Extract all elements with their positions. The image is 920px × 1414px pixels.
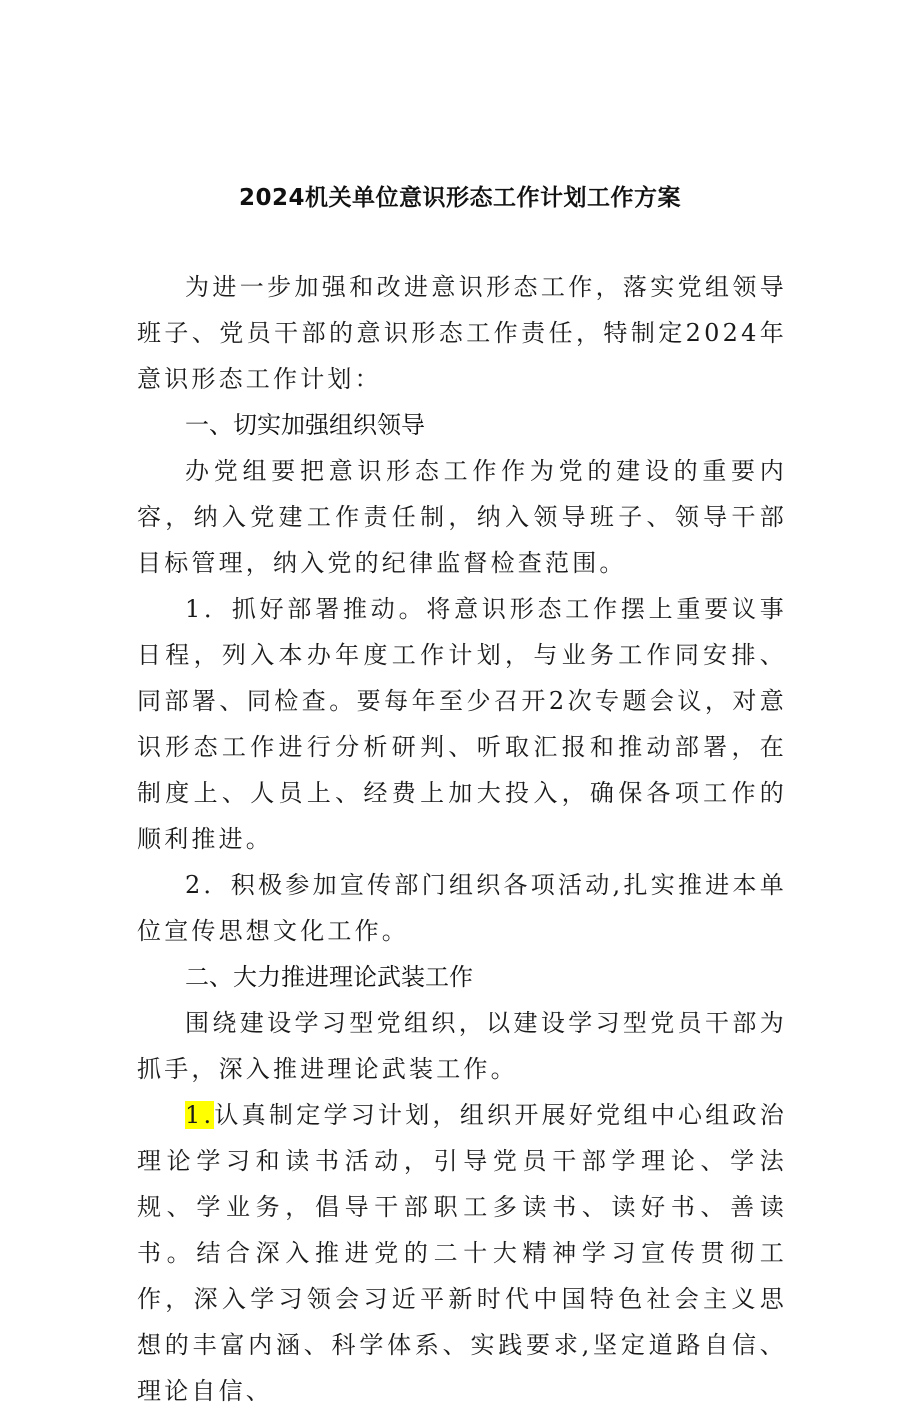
section-1-item-1: 1．抓好部署推动。将意识形态工作摆上重要议事日程，列入本办年度工作计划，与业务工作同安排、同部署、同检查。要每年至少召开2次专题会议，对意识形态工作进行分析研判、听取汇报和推动部署，在制度上、人员上、经费上加大投入，确保各项工作的顺利推进。: [137, 595, 787, 853]
section-2-paragraph: 围绕建设学习型党组织，以建设学习型党员干部为抓手，深入推进理论武装工作。: [137, 1009, 787, 1083]
section-2-heading: 二、大力推进理论武装工作: [185, 963, 473, 991]
intro-paragraph: 为进一步加强和改进意识形态工作，落实党组领导班子、党员干部的意识形态工作责任，特制定2024年意识形态工作计划：: [137, 273, 787, 393]
document-title: 2024机关单位意识形态工作计划工作方案: [238, 185, 681, 211]
section-1-paragraph: 办党组要把意识形态工作作为党的建设的重要内容，纳入党建工作责任制，纳入领导班子、领导干部目标管理，纳入党的纪律监督检查范围。: [137, 457, 787, 577]
section-1-heading: 一、切实加强组织领导: [185, 411, 425, 439]
section-2-item-1-text: 认真制定学习计划，组织开展好党组中心组政治理论学习和读书活动，引导党员干部学理论、学法规、学业务，倡导干部职工多读书、读好书、善读书。结合深入推进党的二十大精神学习宣传贯彻工作，深入学习领会习近平新时代中国特色社会主义思想的丰富内涵、科学体系、实践要求,坚定道路自信、理论自信、: [137, 1101, 787, 1405]
document-body: [137, 264, 787, 1414]
highlighted-item-number: 1.: [185, 1101, 215, 1129]
section-2-item-1: [137, 1092, 787, 1414]
section-1-item-2: 2．积极参加宣传部门组织各项活动,扎实推进本单位宣传思想文化工作。: [137, 871, 787, 945]
